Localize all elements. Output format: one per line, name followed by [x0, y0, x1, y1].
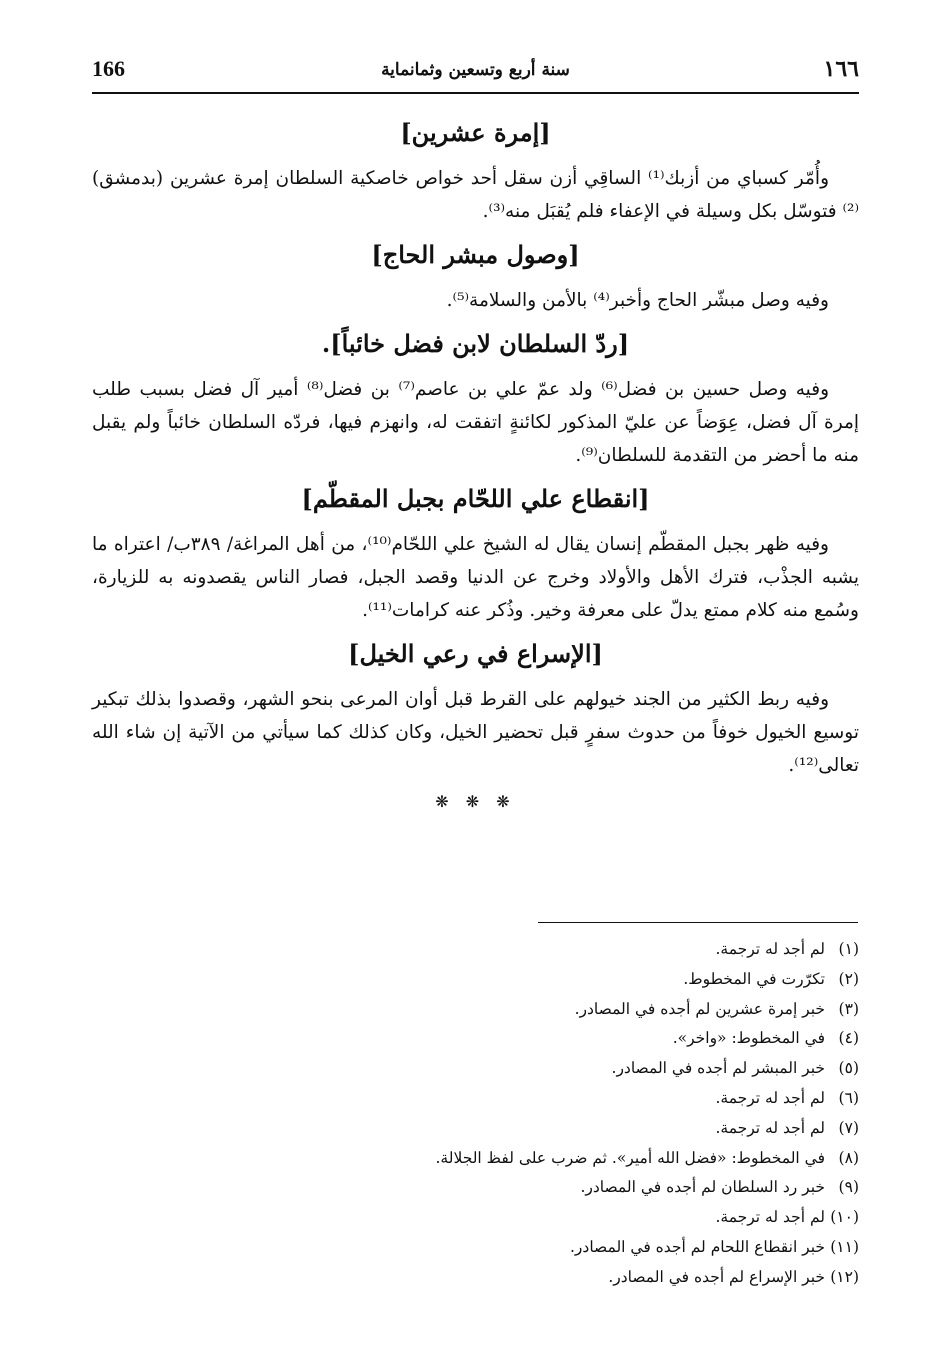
- footnote-number: (٦): [838, 1088, 859, 1107]
- footnote-text: خبر المبشر لم أجده في المصادر.: [611, 1059, 825, 1078]
- footnote-item: [299, 1263, 859, 1293]
- footnote-number: (١٢): [830, 1267, 859, 1286]
- section-separator: ❋ ❋ ❋: [435, 792, 516, 811]
- footnote-number: (١٠): [830, 1208, 859, 1227]
- section-paragraph: وأُمّر كسباي من أزبك⁽¹⁾ الساقِي أزن سقل أحد خواص خاصكية السلطان إمرة عشرين (بدمشق)⁽²⁾ فتوسّل بكل وسيلة في الإعفاء فلم يُقبَل منه⁽³⁾.: [92, 168, 859, 222]
- page-number-latin: 166: [92, 56, 125, 81]
- footnote-item: [299, 1084, 859, 1114]
- section-paragraph: وفيه ربط الكثير من الجند خيولهم على القرط قبل أوان المرعى بنحو الشهر، وقصدوا بذلك تبكير توسيع الخيول خوفاً من حدوث سفرٍ قبل تحضير الخيل، وكان كذلك كما سيأتي من الآتية إن شاء الله تعالى⁽¹²⁾.: [92, 689, 859, 776]
- section-paragraph: وفيه ظهر بجبل المقطّم إنسان يقال له الشيخ علي اللحّام⁽¹⁰⁾، من أهل المراغة/ ٣٨٩ب/ اعتراه ما يشبه الجذْب، فترك الأهل والأولاد وخرج عن الدنيا وقصد الجبل، فصار الناس يقصدونه به للزيارة، وسُمع منه كلام ممتع يدلّ على معرفة وخير. وذُكر عنه كرامات⁽¹¹⁾.: [92, 534, 859, 621]
- footnote-item: [299, 1144, 859, 1174]
- section-heading: [إمرة عشرين]: [400, 118, 551, 147]
- footnote-text: خبر انقطاع اللحام لم أجده في المصادر.: [570, 1237, 825, 1256]
- footnote-text: خبر الإسراع لم أجده في المصادر.: [608, 1267, 825, 1286]
- footnote-number: (٢): [838, 969, 859, 988]
- footnotes-list: [299, 935, 859, 1293]
- footnote-item: [299, 1054, 859, 1084]
- footnote-number: (١١): [830, 1237, 859, 1256]
- page-number-arabic: ١٦٦: [823, 56, 859, 82]
- footnote-item: [299, 1114, 859, 1144]
- footnote-number: (٧): [838, 1118, 859, 1137]
- footnote-item: [299, 1203, 859, 1233]
- section-paragraph: وفيه وصل مبشّر الحاج وأخبر⁽⁴⁾ بالأمن والسلامة⁽⁵⁾.: [446, 290, 829, 311]
- section-heading: [الإسراع في رعي الخيل]: [348, 639, 603, 668]
- footnote-number: (٨): [838, 1148, 859, 1167]
- section-paragraph: وفيه وصل حسين بن فضل⁽⁶⁾ ولد عمّ علي بن عاصم⁽⁷⁾ بن فضل⁽⁸⁾ أمير آل فضل بسبب طلب إمرة آل فضل، عِوَضاً عن عليّ المذكور لكائنةٍ اتفقت له، وانهزم فيها، فردّه السلطان خائباً ولم يقبل منه ما أحضر من التقدمة للسلطان⁽⁹⁾.: [92, 379, 859, 466]
- running-title: سنة أربع وتسعين وثمانماية: [381, 60, 570, 80]
- footnote-number: (٤): [838, 1029, 859, 1048]
- footnote-number: (١): [838, 940, 859, 958]
- footnote-text: لم أجد له ترجمة.: [715, 1208, 825, 1227]
- footnote-text: في المخطوط: «واخر».: [672, 1029, 825, 1048]
- footnote-number: (٥): [838, 1059, 859, 1078]
- footnote-item: [299, 935, 859, 965]
- footnote-item: [299, 1024, 859, 1054]
- footnote-number: (٣): [838, 999, 859, 1018]
- footnote-item: [299, 1173, 859, 1203]
- footnote-text: في المخطوط: «فضل الله أمير». ثم ضرب على لفظ الجلالة.: [435, 1148, 825, 1167]
- footnote-text: خبر إمرة عشرين لم أجده في المصادر.: [574, 999, 825, 1018]
- footnote-item: [299, 1233, 859, 1263]
- section-heading: [انقطاع علي اللحّام بجبل المقطّم]: [301, 484, 650, 513]
- section-heading: [وصول مبشر الحاج]: [371, 240, 580, 269]
- footnote-number: (٩): [838, 1178, 859, 1197]
- footnote-text: لم أجد له ترجمة.: [715, 1118, 825, 1137]
- footnote-item: [299, 995, 859, 1025]
- footnote-text: لم أجد له ترجمة.: [715, 1088, 825, 1107]
- footnote-divider: [538, 922, 858, 923]
- footnote-text: خبر رد السلطان لم أجده في المصادر.: [580, 1178, 825, 1197]
- footnote-text: تكرّرت في المخطوط.: [683, 969, 825, 988]
- page-header: [92, 52, 859, 94]
- main-text: [92, 112, 859, 811]
- section-heading: [ردّ السلطان لابن فضل خائباً].: [321, 329, 630, 358]
- footnote-item: [299, 965, 859, 995]
- footnote-text: لم أجد له ترجمة.: [715, 940, 825, 958]
